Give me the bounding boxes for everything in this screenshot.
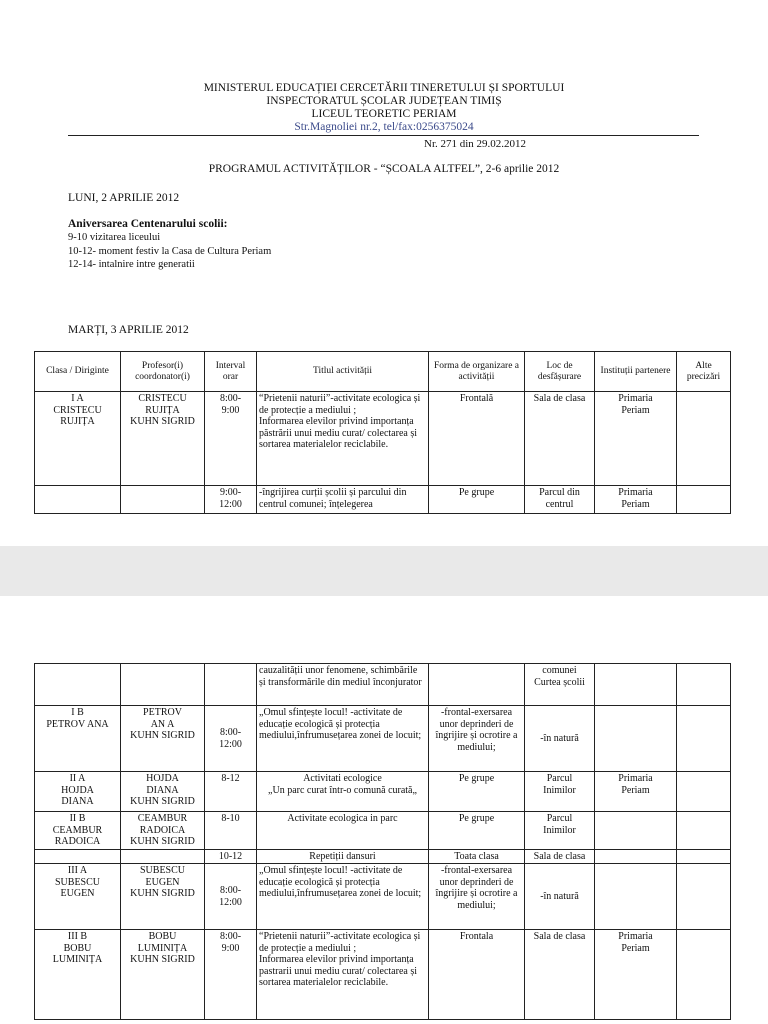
interval-cell: 8-12 bbox=[205, 772, 257, 812]
activity-title-cell: Repetiții dansuri bbox=[257, 849, 429, 864]
inspectorate-name: INSPECTORATUL ȘCOLAR JUDEȚEAN TIMIȘ bbox=[266, 95, 502, 107]
location-cell: Sala de clasa bbox=[525, 392, 595, 486]
location-cell: Sala de clasa bbox=[525, 930, 595, 1020]
column-header: Titlul activității bbox=[257, 352, 429, 392]
location-cell: -în natură bbox=[525, 864, 595, 930]
partner-institutions-cell: Primaria Periam bbox=[595, 392, 677, 486]
schedule-table-page2 bbox=[34, 663, 731, 1020]
organization-form-cell: Toata clasa bbox=[429, 849, 525, 864]
partner-institutions-cell: Primaria Periam bbox=[595, 772, 677, 812]
partner-institutions-cell bbox=[595, 812, 677, 850]
teacher-cell bbox=[121, 664, 205, 706]
list-item: 10-12- moment festiv la Casa de Cultura Periam bbox=[68, 245, 272, 257]
activity-title-cell: Activitati ecologice „Un parc curat într-o comună curată„ bbox=[257, 772, 429, 812]
table-row bbox=[35, 864, 731, 930]
column-header: Loc de desfășurare bbox=[525, 352, 595, 392]
table-header-row bbox=[35, 352, 731, 392]
school-address: Str.Magnoliei nr.2, tel/fax:0256375024 bbox=[294, 121, 474, 133]
organization-form-cell: -frontal-exersarea unor deprinderi de îngrijire și ocrotire a mediului; bbox=[429, 706, 525, 772]
program-title: PROGRAMUL ACTIVITĂȚILOR - “ȘCOALA ALTFEL”, 2-6 aprilie 2012 bbox=[208, 163, 560, 175]
organization-form-cell: Frontala bbox=[429, 930, 525, 1020]
interval-cell: 8-10 bbox=[205, 812, 257, 850]
monday-list bbox=[68, 231, 271, 272]
location-cell: Parcul din centrul bbox=[525, 486, 595, 514]
table-row bbox=[35, 664, 731, 706]
monday-heading: Aniversarea Centenarului scolii: bbox=[68, 218, 228, 230]
column-header: Alte precizări bbox=[677, 352, 731, 392]
class-cell bbox=[35, 664, 121, 706]
ministry-name: MINISTERUL EDUCAȚIEI CERCETĂRII TINERETULUI ȘI SPORTULUI bbox=[203, 82, 565, 94]
interval-cell: 10-12 bbox=[205, 849, 257, 864]
teacher-cell: PETROV AN A KUHN SIGRID bbox=[121, 706, 205, 772]
class-cell: I A CRISTECU RUJIȚA bbox=[35, 392, 121, 486]
document-number: Nr. 271 din 29.02.2012 bbox=[424, 138, 527, 150]
interval-cell bbox=[205, 664, 257, 706]
column-header: Forma de organizare a activității bbox=[429, 352, 525, 392]
notes-cell bbox=[677, 849, 731, 864]
table-row bbox=[35, 812, 731, 850]
teacher-cell bbox=[121, 486, 205, 514]
teacher-cell bbox=[121, 849, 205, 864]
class-cell: III B BOBU LUMINIȚA bbox=[35, 930, 121, 1020]
list-item: 12-14- intalnire intre generatii bbox=[68, 259, 195, 270]
activity-title-cell: “Prietenii naturii”-activitate ecologica și de protecție a mediului ; Informarea elevilor privind importanța păstrării unui mediu curat/ colectarea și sortarea materialelor reciclabile. bbox=[257, 392, 429, 486]
location-cell: Sala de clasa bbox=[525, 849, 595, 864]
class-cell: III A SUBESCU EUGEN bbox=[35, 864, 121, 930]
teacher-cell: SUBESCU EUGEN KUHN SIGRID bbox=[121, 864, 205, 930]
teacher-cell: CEAMBUR RADOICA KUHN SIGRID bbox=[121, 812, 205, 850]
activity-title-cell: „Omul sfințește locul! -activitate de educație ecologică și protecția mediului,înfrumusețarea zonei de locuit; bbox=[257, 864, 429, 930]
table-row bbox=[35, 849, 731, 864]
class-cell bbox=[35, 849, 121, 864]
table-row bbox=[35, 392, 731, 486]
teacher-cell: BOBU LUMINIȚA KUHN SIGRID bbox=[121, 930, 205, 1020]
interval-cell: 8:00- 9:00 bbox=[205, 392, 257, 486]
organization-form-cell bbox=[429, 664, 525, 706]
location-cell: comunei Curtea școlii bbox=[525, 664, 595, 706]
interval-cell: 8:00- 12:00 bbox=[205, 706, 257, 772]
letterhead-rule bbox=[68, 135, 699, 136]
class-cell: II A HOJDA DIANA bbox=[35, 772, 121, 812]
interval-cell: 8:00- 12:00 bbox=[205, 864, 257, 930]
table-row bbox=[35, 772, 731, 812]
activity-title-cell: Activitate ecologica in parc bbox=[257, 812, 429, 850]
partner-institutions-cell bbox=[595, 849, 677, 864]
interval-cell: 9:00- 12:00 bbox=[205, 486, 257, 514]
notes-cell bbox=[677, 392, 731, 486]
notes-cell bbox=[677, 706, 731, 772]
activity-title-cell: cauzalității unor fenomene, schimbările și transformările din mediul înconjurator bbox=[257, 664, 429, 706]
partner-institutions-cell bbox=[595, 664, 677, 706]
list-item: 9-10 vizitarea liceului bbox=[68, 232, 161, 243]
partner-institutions-cell: Primaria Periam bbox=[595, 486, 677, 514]
notes-cell bbox=[677, 812, 731, 850]
class-cell bbox=[35, 486, 121, 514]
teacher-cell: HOJDA DIANA KUHN SIGRID bbox=[121, 772, 205, 812]
document-page-2 bbox=[0, 596, 768, 1024]
notes-cell bbox=[677, 930, 731, 1020]
table-row bbox=[35, 486, 731, 514]
partner-institutions-cell bbox=[595, 706, 677, 772]
column-header: Clasa / Diriginte bbox=[35, 352, 121, 392]
interval-cell: 8:00- 9:00 bbox=[205, 930, 257, 1020]
organization-form-cell: Frontală bbox=[429, 392, 525, 486]
column-header: Instituții partenere bbox=[595, 352, 677, 392]
activity-title-cell: “Prietenii naturii”-activitate ecologica și de protecție a mediului ; Informarea elevilor privind importanța pastrarii unui mediu curat/ colectarea și sortarea materialelor reciclabile. bbox=[257, 930, 429, 1020]
activity-title-cell: -îngrijirea curții școlii și parcului din centrul comunei; înțelegerea bbox=[257, 486, 429, 514]
class-cell: I B PETROV ANA bbox=[35, 706, 121, 772]
notes-cell bbox=[677, 664, 731, 706]
teacher-cell: CRISTECU RUJIȚA KUHN SIGRID bbox=[121, 392, 205, 486]
table-body bbox=[35, 392, 731, 514]
notes-cell bbox=[677, 864, 731, 930]
table-body bbox=[35, 664, 731, 1020]
organization-form-cell: Pe grupe bbox=[429, 772, 525, 812]
partner-institutions-cell bbox=[595, 864, 677, 930]
notes-cell bbox=[677, 486, 731, 514]
organization-form-cell: Pe grupe bbox=[429, 486, 525, 514]
organization-form-cell: Pe grupe bbox=[429, 812, 525, 850]
column-header: Profesor(i) coordonator(i) bbox=[121, 352, 205, 392]
location-cell: -în natură bbox=[525, 706, 595, 772]
location-cell: Parcul Inimilor bbox=[525, 812, 595, 850]
location-cell: Parcul Inimilor bbox=[525, 772, 595, 812]
school-name: LICEUL TEORETIC PERIAM bbox=[311, 108, 457, 120]
tuesday-date: MARȚI, 3 APRILIE 2012 bbox=[68, 324, 189, 336]
organization-form-cell: -frontal-exersarea unor deprinderi de îngrijire și ocrotire a mediului; bbox=[429, 864, 525, 930]
letterhead bbox=[0, 82, 768, 134]
monday-date: LUNI, 2 APRILIE 2012 bbox=[68, 192, 180, 204]
notes-cell bbox=[677, 772, 731, 812]
activity-title-cell: „Omul sfințește locul! -activitate de educație ecologică și protecția mediului,înfrumusețarea zonei de locuit; bbox=[257, 706, 429, 772]
table-row bbox=[35, 930, 731, 1020]
class-cell: II B CEAMBUR RADOICA bbox=[35, 812, 121, 850]
table-row bbox=[35, 706, 731, 772]
partner-institutions-cell: Primaria Periam bbox=[595, 930, 677, 1020]
schedule-table-page1 bbox=[34, 351, 731, 514]
column-header: Interval orar bbox=[205, 352, 257, 392]
